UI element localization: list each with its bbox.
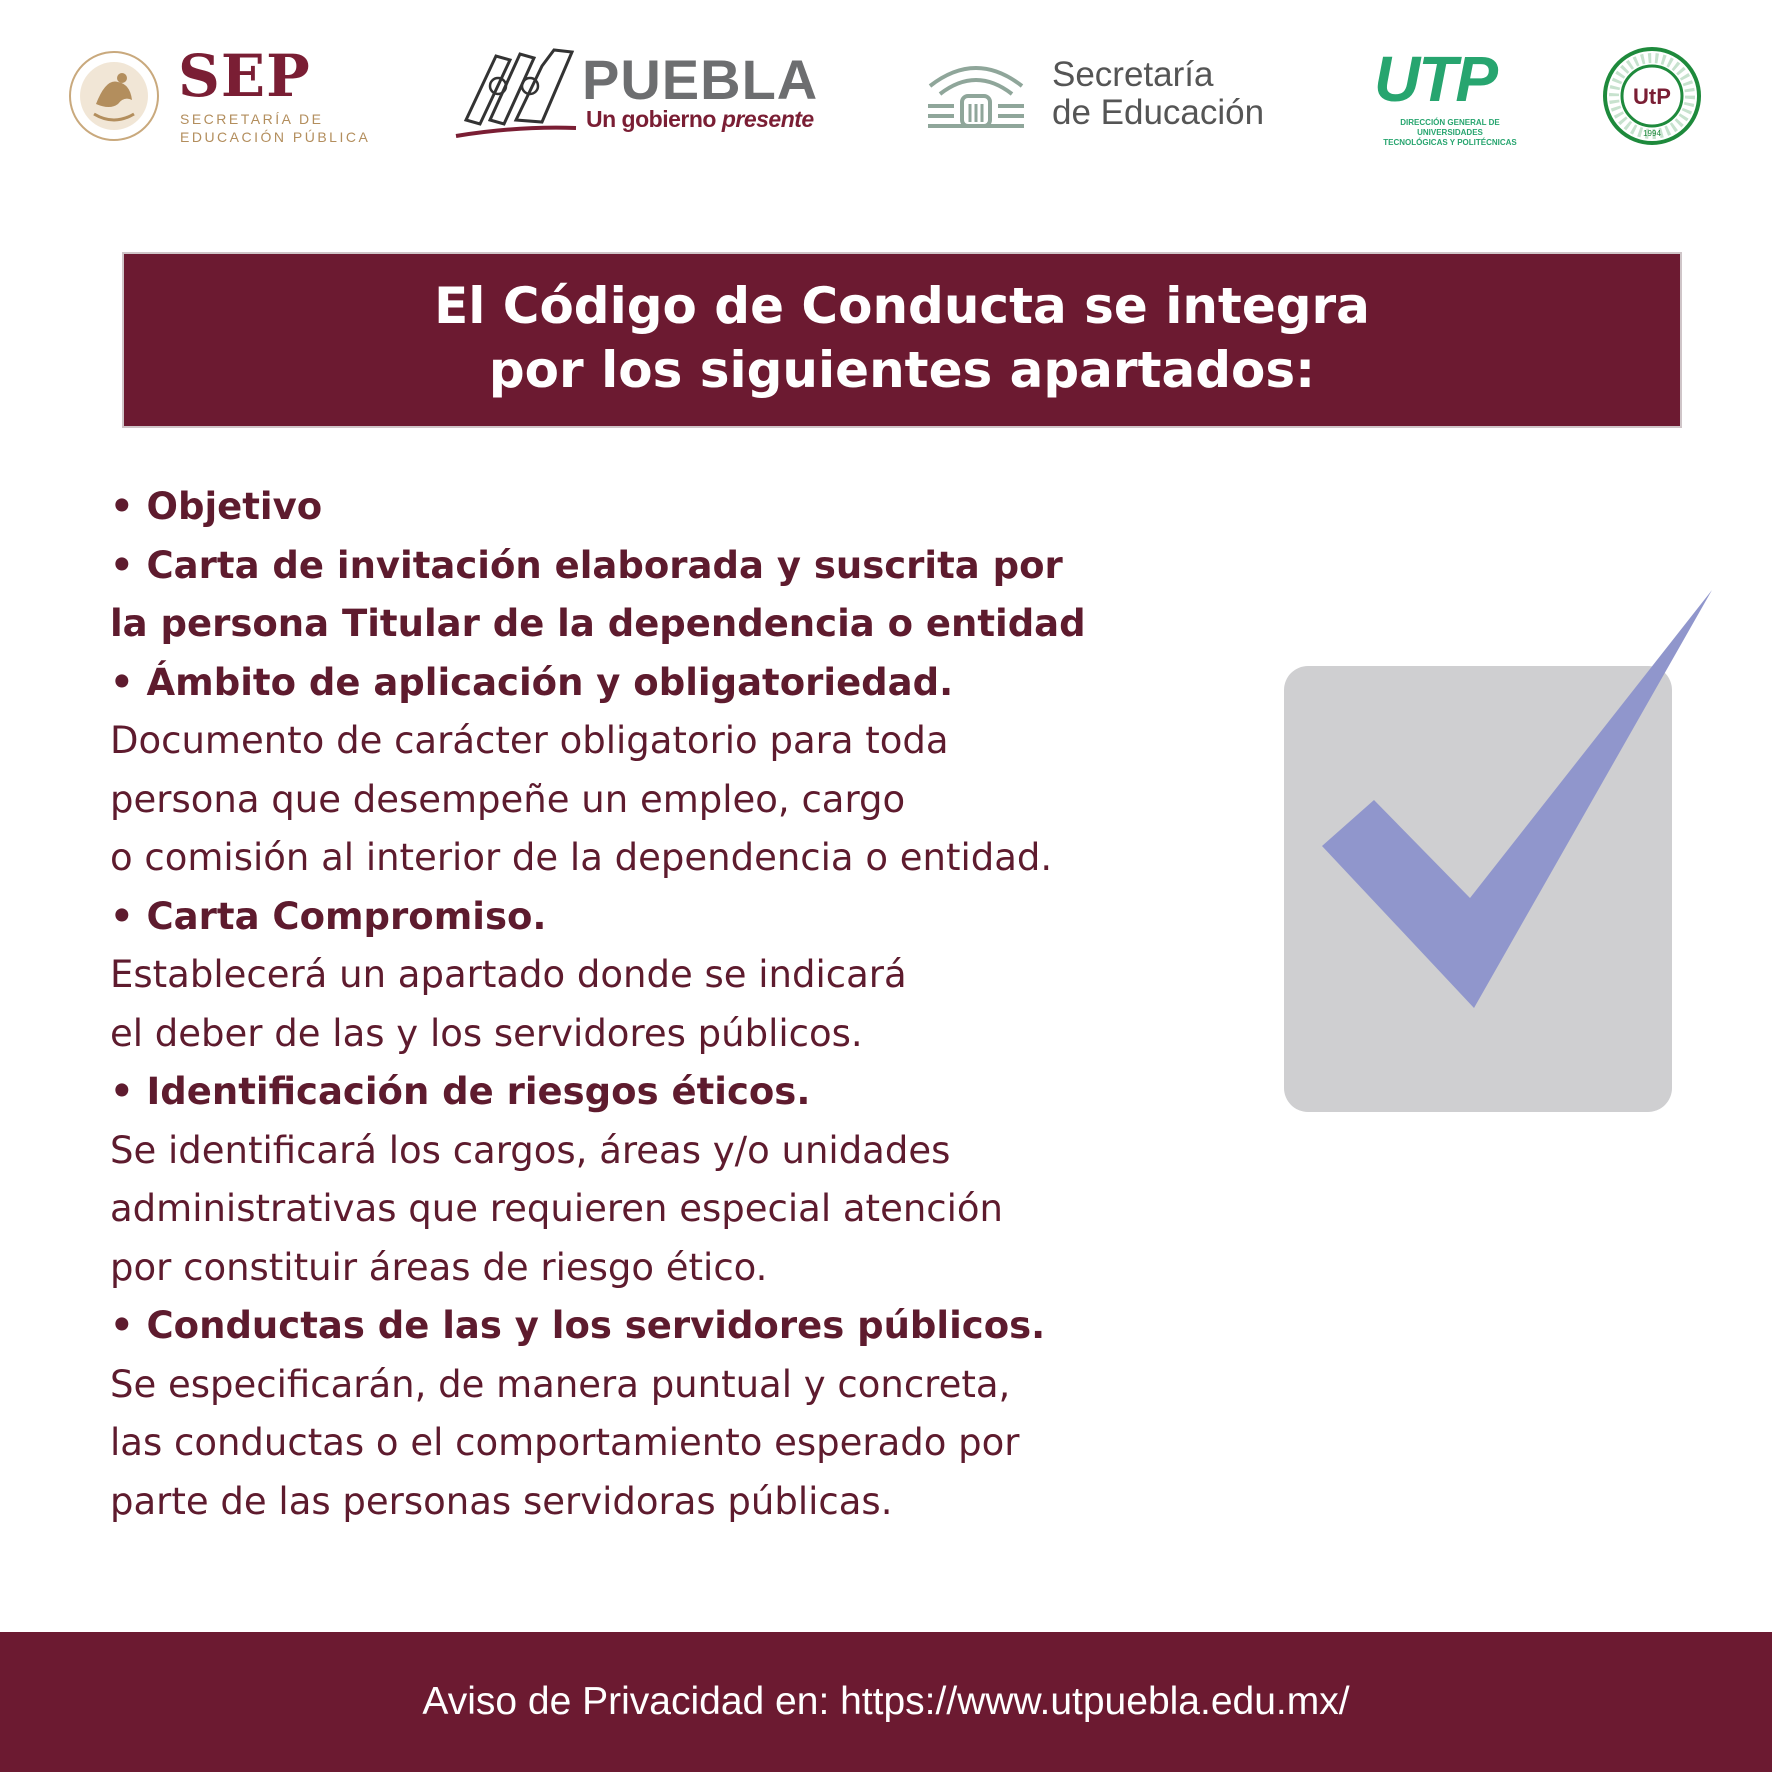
university-seal-icon [1602, 46, 1702, 146]
education-building-icon [924, 56, 1028, 132]
section-heading-line: • Carta de invitación elaborada y suscrita por [110, 543, 1063, 587]
section-heading-line: la persona Titular de la dependencia o entidad [110, 602, 1086, 645]
banner-title-line-2: por los siguientes apartados: [488, 341, 1316, 399]
footer-bar [0, 1632, 1772, 1772]
section-description-line: Establecerá un apartado donde se indicará [110, 953, 907, 996]
section-heading-line: • Carta Compromiso. [110, 894, 547, 938]
utpuebla-seal-logo [1602, 46, 1702, 146]
section-description-line: administrativas que requieren especial atención [110, 1187, 1003, 1230]
puebla-tagline: Un gobierno presente [586, 106, 814, 132]
sep-wordmark: SEP [178, 42, 311, 110]
sep-logo [66, 44, 386, 154]
section-description-line: persona que desempeñe un empleo, cargo [110, 777, 906, 821]
svg-text:UtP: UtP [1633, 84, 1671, 109]
header-banner [122, 252, 1682, 428]
puebla-emblem-icon [446, 46, 586, 146]
utp-subtitle: DIRECCIÓN GENERAL DE UNIVERSIDADES TECNOLÓGICAS Y POLITÉCNICAS [1383, 118, 1517, 147]
privacy-notice-link[interactable]: Aviso de Privacidad en: https://www.utpuebla.edu.mx/ [422, 1680, 1350, 1723]
section-heading-line: • Objetivo [110, 485, 323, 528]
section-heading-line: • Identificación de riesgos éticos. [110, 1070, 811, 1113]
section-heading-line: • Ámbito de aplicación y obligatoriedad. [110, 660, 954, 704]
sep-subtitle: SECRETARÍA DE EDUCACIÓN PÚBLICA [180, 111, 371, 145]
checkmark-icon [1284, 590, 1714, 1120]
svg-text:1994: 1994 [1643, 129, 1661, 138]
logo-row [0, 0, 1772, 200]
section-description-line: Se identificará los cargos, áreas y/o unidades [110, 1128, 951, 1172]
section-heading-line: • Conductas de las y los servidores públicos. [110, 1304, 1046, 1347]
banner-title-line-1: El Código de Conducta se integra [434, 277, 1370, 335]
section-description-line: parte de las personas servidoras públicas. [110, 1479, 893, 1523]
section-description-line: por constituir áreas de riesgo ético. [110, 1245, 768, 1289]
section-description-line: Documento de carácter obligatorio para toda [110, 719, 949, 762]
mexico-seal-icon [66, 48, 162, 144]
puebla-wordmark: PUEBLA [582, 48, 819, 111]
section-description-line: Se especificarán, de manera puntual y concreta, [110, 1362, 1011, 1406]
puebla-logo [446, 46, 826, 146]
utp-logo [1370, 43, 1530, 147]
section-description-line: o comisión al interior de la dependencia o entidad. [110, 836, 1053, 879]
section-list [110, 478, 1240, 1531]
secretaria-educacion-logo [924, 56, 1294, 136]
utp-wordmark: UTP [1374, 43, 1496, 115]
section-description-line: el deber de las y los servidores públicos. [110, 1011, 863, 1055]
section-description-line: las conductas o el comportamiento esperado por [110, 1421, 1020, 1464]
secretaria-educacion-text: Secretaría de Educación [1052, 55, 1265, 132]
